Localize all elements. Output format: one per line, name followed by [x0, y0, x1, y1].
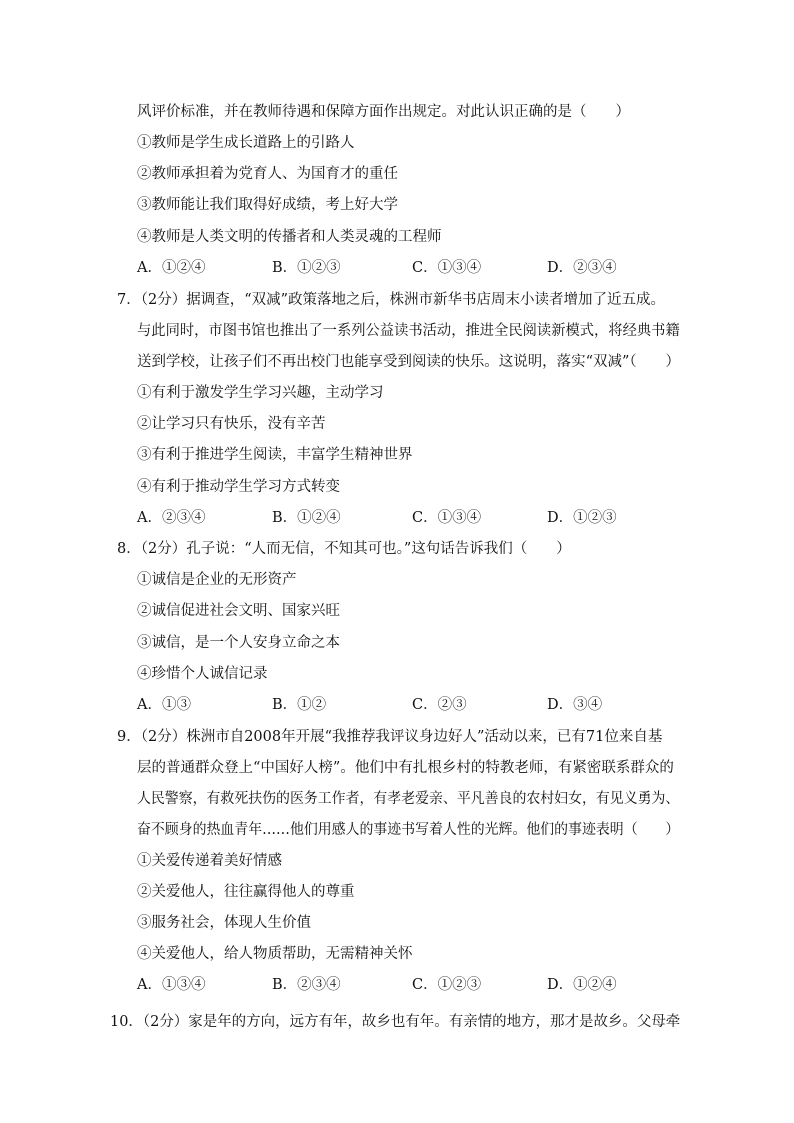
q9-option-a: A．①③④: [137, 977, 206, 993]
q7-item-2: ②让学习只有快乐，没有辛苦: [137, 416, 326, 432]
q9-item-3: ③服务社会，体现人生价值: [137, 915, 311, 931]
q9-option-d: D．①②④: [547, 977, 617, 993]
q7-option-d: D．①②③: [547, 510, 617, 526]
q7-item-1: ①有利于激发学生学习兴趣，主动学习: [137, 385, 384, 401]
q9-stem-line-2: 层的普通群众登上“中国好人榜”。他们中有扎根乡村的特教老师，有紧密联系群众的: [137, 760, 674, 776]
q9-stem-line-1: 9．（2分）株洲市自2008年开展“我推荐我评议身边好人”活动以来，已有71位来自基: [117, 729, 663, 745]
q7-item-4: ④有利于推动学生学习方式转变: [137, 479, 340, 495]
q7-stem-line-2: 与此同时，市图书馆也推出了一系列公益读书活动，推进全民阅读新模式，将经典书籍: [137, 323, 680, 339]
q8-item-1: ①诚信是企业的无形资产: [137, 572, 297, 588]
q8-option-b: B．①②: [272, 697, 327, 713]
q8-item-4: ④珍惜个人诚信记录: [137, 666, 268, 682]
q6-option-b: B．①②③: [272, 260, 341, 276]
q6-stem-tail: 风评价标准，并在教师待遇和保障方面作出规定。对此认识正确的是（ ）: [137, 104, 630, 120]
q9-item-4: ④关爱他人，给人物质帮助，无需精神关怀: [137, 946, 413, 962]
q6-item-3: ③教师能让我们取得好成绩，考上好大学: [137, 197, 398, 213]
q6-option-a: A．①②④: [137, 260, 206, 276]
q10-stem-line-1: 10．（2分）家是年的方向，远方有年，故乡也有年。有亲情的地方，那才是故乡。父母牵: [110, 1014, 681, 1030]
q7-option-a: A．②③④: [137, 510, 206, 526]
q8-option-c: C．②③: [412, 697, 467, 713]
q6-item-1: ①教师是学生成长道路上的引路人: [137, 135, 355, 151]
q9-stem-line-4: 奋不顾身的热血青年……他们用感人的事迹书写着人性的光辉。他们的事迹表明（ ）: [137, 822, 680, 838]
q6-option-c: C．①③④: [412, 260, 482, 276]
q8-item-3: ③诚信，是一个人安身立命之本: [137, 635, 340, 651]
q9-stem-line-3: 人民警察，有救死扶伤的医务工作者，有孝老爱亲、平凡善良的农村妇女，有见义勇为、: [137, 791, 680, 807]
q7-option-c: C．①③④: [412, 510, 482, 526]
q9-option-c: C．①②③: [412, 977, 482, 993]
q8-option-d: D．③④: [547, 697, 603, 713]
q9-option-b: B．②③④: [272, 977, 341, 993]
q8-stem-line-1: 8．（2分）孔子说：“人而无信，不知其可也。”这句话告诉我们（ ）: [117, 541, 571, 557]
q8-item-2: ②诚信促进社会文明、国家兴旺: [137, 603, 340, 619]
q8-option-a: A．①③: [137, 697, 191, 713]
q9-item-2: ②关爱他人，往往赢得他人的尊重: [137, 884, 355, 900]
q7-stem-line-1: 7．（2分）据调查，“双减”政策落地之后，株洲市新华书店周末小读者增加了近五成。: [117, 292, 666, 308]
q6-item-4: ④教师是人类文明的传播者和人类灵魂的工程师: [137, 229, 442, 245]
q7-item-3: ③有利于推进学生阅读，丰富学生精神世界: [137, 447, 413, 463]
q7-option-b: B．①②④: [272, 510, 341, 526]
q7-stem-line-3: 送到学校，让孩子们不再出校门也能享受到阅读的快乐。这说明，落实“双减”（ ）: [137, 354, 680, 370]
q6-option-d: D．②③④: [547, 260, 617, 276]
q6-item-2: ②教师承担着为党育人、为国育才的重任: [137, 166, 398, 182]
q9-item-1: ①关爱传递着美好情感: [137, 853, 282, 869]
